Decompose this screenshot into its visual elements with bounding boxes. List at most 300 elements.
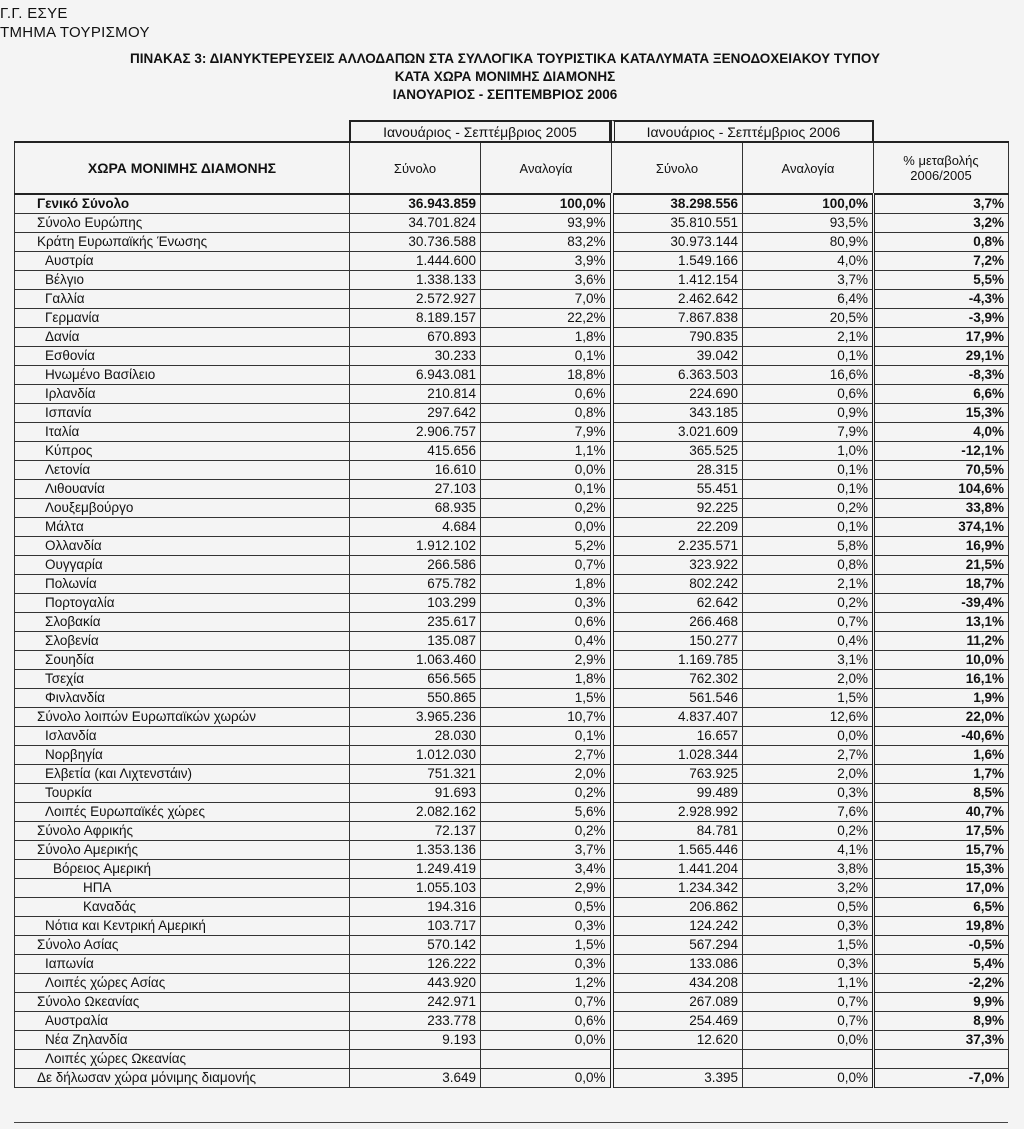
row-total-2006: 267.089 — [612, 993, 743, 1012]
row-share-2006: 3,8% — [743, 860, 874, 879]
row-share-2005: 1,2% — [481, 974, 612, 993]
row-total-2006: 567.294 — [612, 936, 743, 955]
row-total-2005: 1.249.419 — [350, 860, 481, 879]
row-total-2005: 1.338.133 — [350, 271, 481, 290]
row-change: 40,7% — [874, 803, 1009, 822]
row-change: 7,2% — [874, 252, 1009, 271]
row-country-name: ΗΠΑ — [15, 879, 350, 898]
row-total-2005: 550.865 — [350, 689, 481, 708]
row-share-2006: 0,1% — [743, 461, 874, 480]
row-total-2006: 92.225 — [612, 499, 743, 518]
row-change: 29,1% — [874, 347, 1009, 366]
row-change: 33,8% — [874, 499, 1009, 518]
row-total-2006: 790.835 — [612, 328, 743, 347]
row-total-2005: 2.082.162 — [350, 803, 481, 822]
row-total-2006: 99.489 — [612, 784, 743, 803]
row-country-name: Νέα Ζηλανδία — [15, 1031, 350, 1050]
row-total-2005: 91.693 — [350, 784, 481, 803]
row-country-name: Σύνολο Ευρώπης — [15, 214, 350, 233]
row-share-2005: 3,4% — [481, 860, 612, 879]
table-row — [15, 442, 1009, 461]
row-total-2005: 235.617 — [350, 613, 481, 632]
row-total-2005: 4.684 — [350, 518, 481, 537]
row-change: -2,2% — [874, 974, 1009, 993]
row-change: 17,5% — [874, 822, 1009, 841]
row-share-2006: 0,8% — [743, 556, 874, 575]
row-total-2005: 266.586 — [350, 556, 481, 575]
row-total-2006: 343.185 — [612, 404, 743, 423]
row-total-2006: 2.235.571 — [612, 537, 743, 556]
row-change: 37,3% — [874, 1031, 1009, 1050]
row-country-name: Κράτη Ευρωπαϊκής Ένωσης — [15, 233, 350, 252]
row-change: 5,5% — [874, 271, 1009, 290]
table-title — [0, 50, 1010, 104]
row-share-2005: 1,5% — [481, 936, 612, 955]
row-total-2005 — [350, 1050, 481, 1069]
row-share-2005: 18,8% — [481, 366, 612, 385]
table-row — [15, 252, 1009, 271]
row-total-2006 — [612, 1050, 743, 1069]
table-row — [15, 613, 1009, 632]
row-share-2005: 2,0% — [481, 765, 612, 784]
row-share-2005: 1,8% — [481, 575, 612, 594]
table-row — [15, 955, 1009, 974]
row-share-2005: 93,9% — [481, 214, 612, 233]
table-row — [15, 803, 1009, 822]
row-total-2006: 224.690 — [612, 385, 743, 404]
row-total-2006: 124.242 — [612, 917, 743, 936]
row-total-2006: 55.451 — [612, 480, 743, 499]
table-row — [15, 233, 1009, 252]
row-share-2005: 0,6% — [481, 1012, 612, 1031]
row-total-2006: 30.973.144 — [612, 233, 743, 252]
row-country-name: Ιρλανδία — [15, 385, 350, 404]
table-row — [15, 309, 1009, 328]
table-row — [15, 936, 1009, 955]
row-share-2006: 0,2% — [743, 822, 874, 841]
row-country-name: Λετονία — [15, 461, 350, 480]
row-share-2005: 0,2% — [481, 784, 612, 803]
table-row — [15, 423, 1009, 442]
row-total-2006: 2.928.992 — [612, 803, 743, 822]
row-change: 3,7% — [874, 194, 1009, 214]
row-country-name: Γερμανία — [15, 309, 350, 328]
table-row — [15, 689, 1009, 708]
table-row — [15, 594, 1009, 613]
row-share-2005 — [481, 1050, 612, 1069]
row-share-2005: 0,3% — [481, 594, 612, 613]
row-change: 15,3% — [874, 404, 1009, 423]
row-change: 6,5% — [874, 898, 1009, 917]
row-share-2005: 0,3% — [481, 955, 612, 974]
row-total-2005: 36.943.859 — [350, 194, 481, 214]
row-share-2005: 0,0% — [481, 518, 612, 537]
row-share-2005: 83,2% — [481, 233, 612, 252]
row-total-2006: 254.469 — [612, 1012, 743, 1031]
row-share-2005: 0,6% — [481, 385, 612, 404]
table-row — [15, 727, 1009, 746]
row-total-2005: 1.063.460 — [350, 651, 481, 670]
row-share-2006: 0,3% — [743, 955, 874, 974]
row-country-name: Λοιπές χώρες Ωκεανίας — [15, 1050, 350, 1069]
row-total-2005: 675.782 — [350, 575, 481, 594]
row-country-name: Ουγγαρία — [15, 556, 350, 575]
row-change: 17,9% — [874, 328, 1009, 347]
table-row — [15, 670, 1009, 689]
row-change: 17,0% — [874, 879, 1009, 898]
row-change: 22,0% — [874, 708, 1009, 727]
col-change-label: % μεταβολής — [903, 153, 979, 168]
row-share-2005: 10,7% — [481, 708, 612, 727]
row-change: -4,3% — [874, 290, 1009, 309]
org-name: Γ.Γ. ΕΣΥΕ — [0, 5, 68, 22]
row-share-2006: 16,6% — [743, 366, 874, 385]
row-share-2006: 2,1% — [743, 328, 874, 347]
row-share-2005: 0,5% — [481, 898, 612, 917]
row-country-name: Ισλανδία — [15, 727, 350, 746]
row-share-2006: 100,0% — [743, 194, 874, 214]
row-change: 19,8% — [874, 917, 1009, 936]
row-share-2006: 1,5% — [743, 936, 874, 955]
row-country-name: Πολωνία — [15, 575, 350, 594]
row-share-2006: 2,1% — [743, 575, 874, 594]
row-share-2006: 0,7% — [743, 1012, 874, 1031]
table-row — [15, 480, 1009, 499]
row-total-2005: 1.012.030 — [350, 746, 481, 765]
row-change: 16,1% — [874, 670, 1009, 689]
row-total-2005: 1.055.103 — [350, 879, 481, 898]
row-total-2005: 16.610 — [350, 461, 481, 480]
row-share-2006: 3,2% — [743, 879, 874, 898]
table-row — [15, 214, 1009, 233]
row-country-name: Βόρειος Αμερική — [15, 860, 350, 879]
row-change: 3,2% — [874, 214, 1009, 233]
row-share-2006: 0,2% — [743, 499, 874, 518]
table-header-row — [15, 142, 1009, 194]
row-total-2006: 28.315 — [612, 461, 743, 480]
row-total-2006: 2.462.642 — [612, 290, 743, 309]
row-total-2006: 1.028.344 — [612, 746, 743, 765]
row-total-2006: 3.021.609 — [612, 423, 743, 442]
col-change-header — [874, 142, 1009, 194]
row-total-2005: 443.920 — [350, 974, 481, 993]
row-country-name: Σουηδία — [15, 651, 350, 670]
row-total-2005: 8.189.157 — [350, 309, 481, 328]
row-total-2006: 763.925 — [612, 765, 743, 784]
row-total-2006: 802.242 — [612, 575, 743, 594]
row-total-2005: 9.193 — [350, 1031, 481, 1050]
table-row — [15, 879, 1009, 898]
row-total-2006: 762.302 — [612, 670, 743, 689]
row-total-2006: 62.642 — [612, 594, 743, 613]
table-body — [15, 194, 1009, 1088]
table-row — [15, 1012, 1009, 1031]
row-country-name: Σύνολο Αφρικής — [15, 822, 350, 841]
row-change: -8,3% — [874, 366, 1009, 385]
row-share-2005: 7,0% — [481, 290, 612, 309]
row-share-2006: 0,1% — [743, 347, 874, 366]
row-total-2005: 30.233 — [350, 347, 481, 366]
row-share-2005: 1,8% — [481, 328, 612, 347]
row-share-2005: 0,3% — [481, 917, 612, 936]
row-share-2005: 0,0% — [481, 1069, 612, 1088]
table-row — [15, 898, 1009, 917]
row-country-name: Σύνολο Ωκεανίας — [15, 993, 350, 1012]
row-country-name: Σύνολο Αμερικής — [15, 841, 350, 860]
row-country-name: Εσθονία — [15, 347, 350, 366]
row-share-2005: 0,0% — [481, 461, 612, 480]
row-total-2005: 2.906.757 — [350, 423, 481, 442]
row-change: -7,0% — [874, 1069, 1009, 1088]
row-share-2005: 5,6% — [481, 803, 612, 822]
row-country-name: Λιθουανία — [15, 480, 350, 499]
table-row — [15, 461, 1009, 480]
row-total-2006: 1.441.204 — [612, 860, 743, 879]
row-share-2005: 3,7% — [481, 841, 612, 860]
col-share-2006-header: Αναλογία — [743, 142, 874, 194]
row-total-2005: 27.103 — [350, 480, 481, 499]
row-total-2006: 84.781 — [612, 822, 743, 841]
row-total-2005: 297.642 — [350, 404, 481, 423]
table-row — [15, 271, 1009, 290]
row-change: 15,7% — [874, 841, 1009, 860]
row-total-2005: 103.717 — [350, 917, 481, 936]
row-share-2006: 6,4% — [743, 290, 874, 309]
row-total-2006: 12.620 — [612, 1031, 743, 1050]
row-share-2006: 0,7% — [743, 613, 874, 632]
row-total-2005: 233.778 — [350, 1012, 481, 1031]
row-country-name: Ολλανδία — [15, 537, 350, 556]
row-share-2006: 5,8% — [743, 537, 874, 556]
row-country-name: Σλοβενία — [15, 632, 350, 651]
row-total-2005: 34.701.824 — [350, 214, 481, 233]
period-2005-header: Ιανουάριος - Σεπτέμβριος 2005 — [349, 120, 611, 141]
row-share-2005: 0,4% — [481, 632, 612, 651]
row-share-2005: 3,6% — [481, 271, 612, 290]
department-name: ΤΜΗΜΑ ΤΟΥΡΙΣΜΟΥ — [0, 24, 150, 41]
row-share-2006: 0,9% — [743, 404, 874, 423]
row-total-2005: 1.353.136 — [350, 841, 481, 860]
row-total-2006: 38.298.556 — [612, 194, 743, 214]
row-share-2005: 1,5% — [481, 689, 612, 708]
row-share-2006: 1,1% — [743, 974, 874, 993]
row-change: 5,4% — [874, 955, 1009, 974]
row-total-2006: 1.412.154 — [612, 271, 743, 290]
row-change: 8,5% — [874, 784, 1009, 803]
row-change: 10,0% — [874, 651, 1009, 670]
row-share-2006: 0,5% — [743, 898, 874, 917]
row-country-name: Ηνωμένο Βασίλειο — [15, 366, 350, 385]
row-total-2005: 415.656 — [350, 442, 481, 461]
row-share-2006: 93,5% — [743, 214, 874, 233]
row-total-2005: 210.814 — [350, 385, 481, 404]
row-share-2006: 0,0% — [743, 727, 874, 746]
row-total-2005: 28.030 — [350, 727, 481, 746]
row-total-2005: 135.087 — [350, 632, 481, 651]
data-table — [14, 141, 1009, 1088]
row-total-2005: 3.649 — [350, 1069, 481, 1088]
row-share-2005: 0,0% — [481, 1031, 612, 1050]
row-share-2005: 7,9% — [481, 423, 612, 442]
table-row — [15, 518, 1009, 537]
row-share-2006: 0,2% — [743, 594, 874, 613]
row-share-2005: 2,9% — [481, 879, 612, 898]
table-row — [15, 974, 1009, 993]
row-change: 1,6% — [874, 746, 1009, 765]
col-total-2006-header: Σύνολο — [612, 142, 743, 194]
row-change: 6,6% — [874, 385, 1009, 404]
row-total-2006: 6.363.503 — [612, 366, 743, 385]
row-share-2006: 80,9% — [743, 233, 874, 252]
row-total-2006: 1.234.342 — [612, 879, 743, 898]
row-total-2005: 670.893 — [350, 328, 481, 347]
row-change: -0,5% — [874, 936, 1009, 955]
row-share-2006: 1,0% — [743, 442, 874, 461]
row-total-2006: 22.209 — [612, 518, 743, 537]
row-change: 70,5% — [874, 461, 1009, 480]
row-country-name: Τουρκία — [15, 784, 350, 803]
row-change: 374,1% — [874, 518, 1009, 537]
row-share-2006: 3,7% — [743, 271, 874, 290]
row-share-2005: 0,2% — [481, 822, 612, 841]
row-country-name: Ιαπωνία — [15, 955, 350, 974]
row-change: 21,5% — [874, 556, 1009, 575]
row-change: 0,8% — [874, 233, 1009, 252]
row-total-2006: 39.042 — [612, 347, 743, 366]
row-share-2006: 12,6% — [743, 708, 874, 727]
table-row — [15, 290, 1009, 309]
table-row — [15, 347, 1009, 366]
row-country-name: Ελβετία (και Λιχτενστάιν) — [15, 765, 350, 784]
row-total-2005: 126.222 — [350, 955, 481, 974]
row-share-2006: 1,5% — [743, 689, 874, 708]
row-share-2006 — [743, 1050, 874, 1069]
row-share-2005: 2,9% — [481, 651, 612, 670]
row-country-name: Τσεχία — [15, 670, 350, 689]
col-total-2005-header: Σύνολο — [350, 142, 481, 194]
row-total-2006: 1.169.785 — [612, 651, 743, 670]
table-row — [15, 632, 1009, 651]
row-share-2005: 0,2% — [481, 499, 612, 518]
row-total-2005: 30.736.588 — [350, 233, 481, 252]
row-change: 1,9% — [874, 689, 1009, 708]
row-change: 4,0% — [874, 423, 1009, 442]
row-share-2006: 2,0% — [743, 765, 874, 784]
row-total-2005: 6.943.081 — [350, 366, 481, 385]
table-row — [15, 860, 1009, 879]
row-total-2005: 68.935 — [350, 499, 481, 518]
title-line-2: ΚΑΤΑ ΧΩΡΑ ΜΟΝΙΜΗΣ ΔΙΑΜΟΝΗΣ — [394, 69, 616, 84]
row-total-2006: 7.867.838 — [612, 309, 743, 328]
row-share-2006: 0,1% — [743, 518, 874, 537]
row-change: -12,1% — [874, 442, 1009, 461]
row-change: -3,9% — [874, 309, 1009, 328]
row-total-2005: 72.137 — [350, 822, 481, 841]
row-share-2006: 2,0% — [743, 670, 874, 689]
row-country-name: Φινλανδία — [15, 689, 350, 708]
row-share-2005: 0,1% — [481, 480, 612, 499]
row-change: 16,9% — [874, 537, 1009, 556]
row-change: 11,2% — [874, 632, 1009, 651]
row-total-2006: 206.862 — [612, 898, 743, 917]
col-change-years: 2006/2005 — [910, 168, 972, 183]
row-country-name: Πορτογαλία — [15, 594, 350, 613]
row-country-name: Γαλλία — [15, 290, 350, 309]
row-change: -40,6% — [874, 727, 1009, 746]
period-2006-header: Ιανουάριος - Σεπτέμβριος 2006 — [611, 120, 874, 141]
row-total-2005: 656.565 — [350, 670, 481, 689]
row-change: 18,7% — [874, 575, 1009, 594]
row-share-2006: 0,4% — [743, 632, 874, 651]
row-share-2005: 22,2% — [481, 309, 612, 328]
row-total-2006: 365.525 — [612, 442, 743, 461]
row-change: -39,4% — [874, 594, 1009, 613]
row-total-2006: 561.546 — [612, 689, 743, 708]
row-share-2006: 3,1% — [743, 651, 874, 670]
row-total-2006: 323.922 — [612, 556, 743, 575]
row-total-2005: 103.299 — [350, 594, 481, 613]
row-share-2006: 2,7% — [743, 746, 874, 765]
row-share-2006: 20,5% — [743, 309, 874, 328]
row-share-2005: 1,1% — [481, 442, 612, 461]
table-row — [15, 708, 1009, 727]
row-total-2005: 751.321 — [350, 765, 481, 784]
row-country-name: Μάλτα — [15, 518, 350, 537]
table-row — [15, 385, 1009, 404]
row-total-2006: 1.549.166 — [612, 252, 743, 271]
row-total-2006: 16.657 — [612, 727, 743, 746]
row-share-2006: 0,3% — [743, 784, 874, 803]
table-row — [15, 765, 1009, 784]
row-change: 1,7% — [874, 765, 1009, 784]
row-total-2005: 570.142 — [350, 936, 481, 955]
row-share-2006: 0,7% — [743, 993, 874, 1012]
row-total-2005: 1.912.102 — [350, 537, 481, 556]
row-change: 9,9% — [874, 993, 1009, 1012]
row-total-2006: 1.565.446 — [612, 841, 743, 860]
row-share-2005: 0,7% — [481, 993, 612, 1012]
col-share-2005-header: Αναλογία — [481, 142, 612, 194]
row-country-name: Νότια και Κεντρική Αμερική — [15, 917, 350, 936]
row-country-name: Καναδάς — [15, 898, 350, 917]
row-total-2005: 1.444.600 — [350, 252, 481, 271]
row-share-2005: 1,8% — [481, 670, 612, 689]
row-share-2006: 0,6% — [743, 385, 874, 404]
table-row — [15, 651, 1009, 670]
row-share-2005: 0,1% — [481, 727, 612, 746]
row-country-name: Βέλγιο — [15, 271, 350, 290]
table-row — [15, 917, 1009, 936]
row-share-2006: 4,0% — [743, 252, 874, 271]
row-share-2006: 0,0% — [743, 1031, 874, 1050]
table-row — [15, 993, 1009, 1012]
table-row — [15, 1050, 1009, 1069]
row-share-2005: 3,9% — [481, 252, 612, 271]
row-share-2005: 100,0% — [481, 194, 612, 214]
table-row — [15, 822, 1009, 841]
table-row — [15, 194, 1009, 214]
row-share-2005: 0,6% — [481, 613, 612, 632]
row-total-2005: 2.572.927 — [350, 290, 481, 309]
row-country-name: Λοιπές χώρες Ασίας — [15, 974, 350, 993]
row-country-name: Ιταλία — [15, 423, 350, 442]
table-row — [15, 784, 1009, 803]
row-share-2006: 4,1% — [743, 841, 874, 860]
row-country-name: Αυστρία — [15, 252, 350, 271]
table-row — [15, 556, 1009, 575]
row-share-2005: 0,1% — [481, 347, 612, 366]
table-row — [15, 537, 1009, 556]
